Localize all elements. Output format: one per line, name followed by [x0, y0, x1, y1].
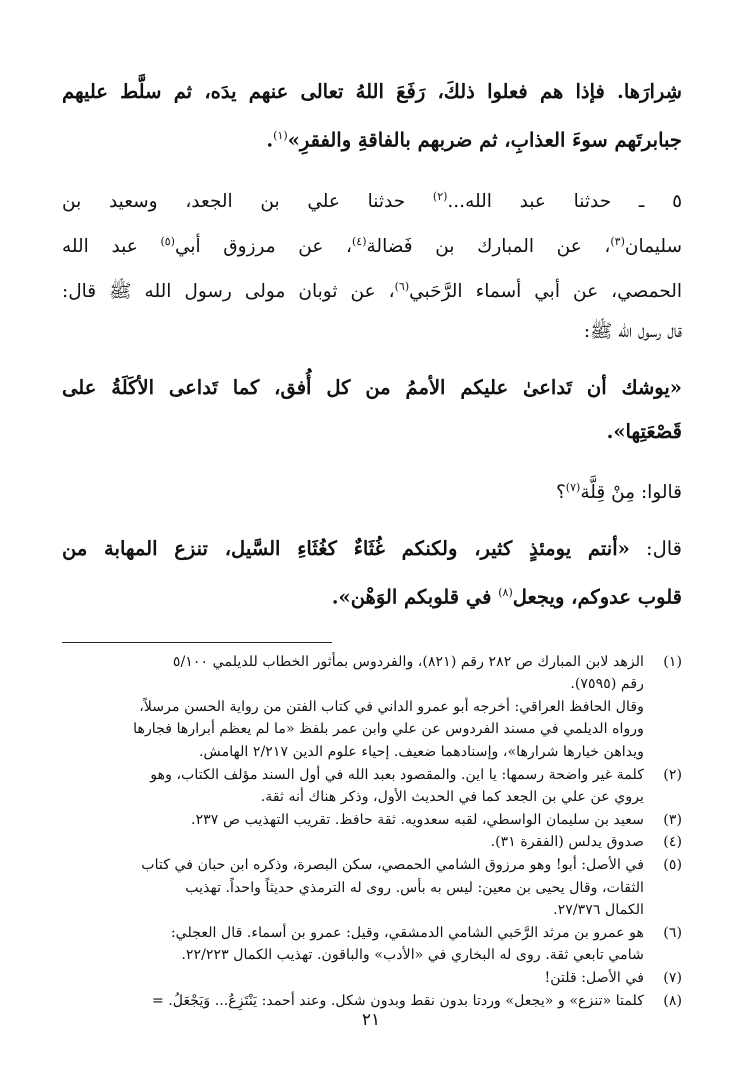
- footnote: [62, 967, 682, 990]
- footnote-line: في الأصل: قلتن!: [544, 969, 644, 986]
- text-line: قَصْعَتِها».: [606, 419, 682, 443]
- footnote-line: وقال الحافظ العراقي: أخرجه أبو عمرو الداني في كتاب الفتن من رواية الحسن مرسلاً،: [139, 698, 644, 715]
- text-line: شِرارَها. فإذا هم فعلوا ذلكَ، رَفَعَ اللهُ تعالى عنهم يدَه، ثم سلَّط عليهم: [62, 80, 682, 103]
- text-line: قال: «أنتم يومئذٍ كثير، ولكنكم غُثَاءٌ كغُثَاءِ السَّيل، تنزع المهابة من: [62, 537, 682, 561]
- text-line: جبابرتَهم سوءَ العذابِ، ثم ضربهم بالفاقةِ والفقرِ»$^{(١)}$.: [266, 128, 682, 152]
- page-body: [62, 70, 682, 1012]
- footnote-ref: (٤): [352, 234, 367, 248]
- text-line: الحمصي، عن أبي أسماء الرَّحَبي$^{(٦)}$، عن ثوبان مولى رسول الله ﷺ قال:: [62, 279, 682, 302]
- footnote-line: الكمال ٢٧/٣٧٦.: [553, 902, 644, 919]
- footnote-line: ويداهن خيارها شرارها»، وإسنادهما ضعيف. إحياء علوم الدين ٢/٢١٧ الهامش.: [199, 744, 644, 760]
- footnote: [62, 854, 682, 922]
- footnote: [62, 922, 682, 967]
- footnote-ref: (٨): [498, 586, 513, 600]
- footnote-ref: (٦): [394, 279, 410, 293]
- footnote-number: (٧): [663, 969, 682, 986]
- footnote-line: هو عمرو بن مرثد الرَّحَبي الشامي الدمشقي، وقيل: عمرو بن أسماء. قال العجلي:: [170, 924, 644, 941]
- footnote: [62, 651, 682, 764]
- footnote-divider: [62, 642, 332, 643]
- footnote-line: يروي عن علي بن الجعد كما في الحديث الأول، وذكر هناك أنه ثقة.: [260, 789, 644, 806]
- footnote-line: كلمتا «تنزع» و «يجعل» وردتا بدون نقط وبدون شكل. وعند أحمد: يَنْتَزِعُ... وَيَجْعَلُ. =: [151, 992, 644, 1009]
- footnote-number: (٣): [663, 811, 682, 828]
- footnote-ref: (٣): [610, 234, 625, 248]
- footnote-ref: (٧): [565, 480, 581, 494]
- text-line: «يوشك أن تَداعىٰ عليكم الأممُ من كل أُفق، كما تَداعى الأكَلَةُ على: [62, 375, 682, 399]
- isnad-paragraph: [62, 177, 682, 352]
- text-line: ٥ ـ حدثنا عبد الله...$^{(٢)}$ حدثنا علي بن الجعد، وسعيد بن: [62, 189, 682, 212]
- footnote-line: الثقات، وقال يحيى بن معين: ليس به بأس. روى له الترمذي حديثاً واحداً. تهذيب: [185, 879, 644, 896]
- footnote-line: في الأصل: أبو! وهو مرزوق الشامي الحمصي، سكن البصرة، وذكره ابن حبان في كتاب: [141, 856, 644, 873]
- footnote: [62, 990, 682, 1013]
- footnote-line: رقم (٧٥٩٥).: [570, 676, 644, 693]
- footnote-number: (٤): [663, 834, 682, 851]
- hadith-paragraph-1: [62, 70, 682, 163]
- footnote-line: ورواه الديلمي في مسند الفردوس عن علي وابن عمر بلفظ «ما لم يعظم أبرارها فجارها: [133, 721, 644, 738]
- hadith-paragraph-2: [62, 366, 682, 454]
- footnote-ref: (٥): [160, 234, 175, 248]
- footnote-ref: (٢): [432, 189, 448, 203]
- footnote-number: (٢): [663, 766, 682, 783]
- footnote-number: (٦): [663, 924, 682, 941]
- page-number: ٢١: [361, 1010, 381, 1030]
- footnote-number: (٨): [663, 992, 682, 1009]
- footnote-line: شامي تابعي ثقة. روى له البخاري في «الأدب» والباقون. تهذيب الكمال ٢٢/٢٢٣.: [181, 947, 644, 964]
- footnote-line: كلمة غير واضحة رسمها: يا اين. والمقصود بعبد الله في أول السند مؤلف الكتاب، وهو: [150, 766, 644, 783]
- text-line: قال رسول الله ﷺ:: [583, 320, 682, 342]
- footnote: [62, 764, 682, 809]
- footnote-line: الزهد لابن المبارك ص ٢٨٢ رقم (٨٢١)، والفردوس بمأثور الخطاب للديلمي ٥/١٠٠: [172, 653, 644, 670]
- text-line: سليمان$^{(٣)}$، عن المبارك بن فَضالة$^{(٤)}$، عن مرزوق أبي$^{(٥)}$ عبد الله: [62, 234, 682, 257]
- footnote-number: (١): [663, 653, 682, 670]
- footnote: [62, 809, 682, 832]
- footnote-line: سعيد بن سليمان الواسطي، لقبه سعدويه. ثقة حافظ. تقريب التهذيب ص ٢٣٧.: [191, 811, 644, 828]
- footnote-ref: (١): [273, 129, 288, 142]
- footnote: [62, 831, 682, 854]
- footnote-line: صدوق يدلس (الفقرة ٣١).: [490, 834, 644, 851]
- text-line: قلوب عدوكم، ويجعل$^{(٨)}$ في قلوبكم الوَهْن».: [331, 585, 682, 609]
- answer-paragraph: [62, 527, 682, 620]
- question-line: قالوا: مِنْ قِلَّة$^{(٧)}$؟: [555, 480, 682, 504]
- footnotes: [62, 651, 682, 1013]
- footnote-number: (٥): [663, 856, 682, 873]
